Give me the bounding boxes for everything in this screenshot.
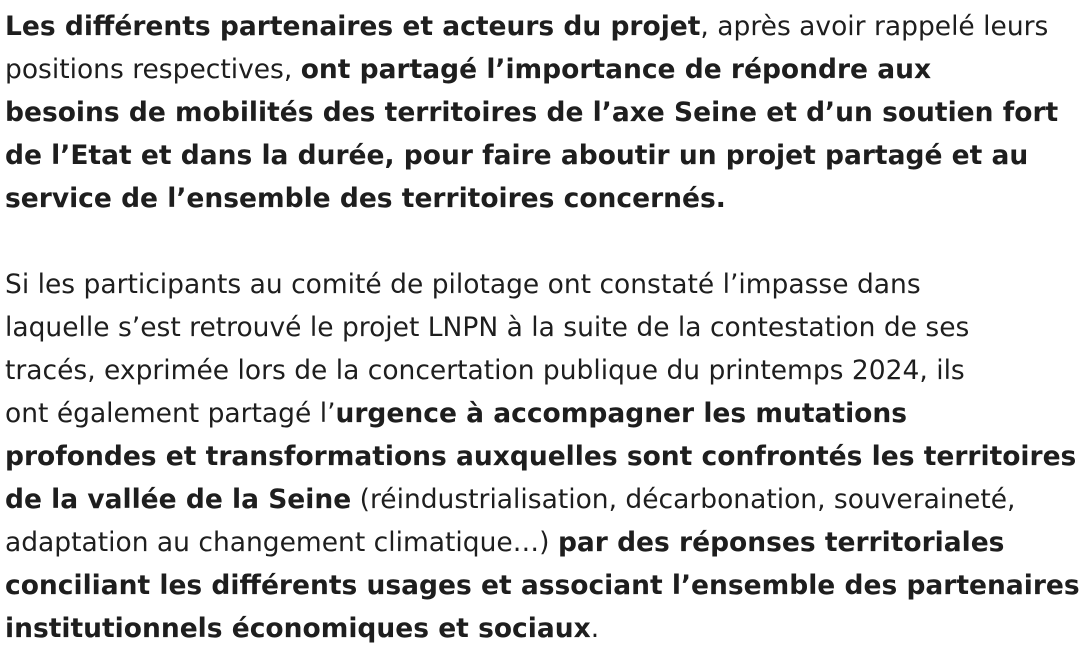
bold-run: institutionnels économiques et sociaux [5,613,591,644]
text-run: (réindustrialisation, décarbonation, souveraineté, [351,484,1016,515]
text-line [5,134,1029,177]
bold-run: profondes et transformations auxquelles sont confrontés les territoires [5,441,1077,472]
text-line [5,478,1025,521]
text-run: adaptation au changement climatique…) [5,527,558,558]
bold-run: service de l’ensemble des territoires concernés. [5,183,726,214]
text-line [5,392,1025,435]
bold-run: par des réponses territoriales [557,527,1005,558]
document-body [5,0,1080,650]
text-run: , après avoir rappelé leurs [700,11,1049,42]
bold-run: urgence à accompagner les mutations [335,398,908,429]
bold-run: ont partagé l’importance de répondre aux [300,54,932,85]
text-line [5,48,1025,91]
text-line [5,521,1025,564]
text-run: laquelle s’est retrouvé le projet LNPN à la suite de la contestation de ses [5,312,970,343]
text-line [5,91,1059,134]
bold-run: conciliant les différents usages et associant l’ensemble des partenaires [5,570,1080,601]
text-line [5,435,1077,478]
bold-run: Les différents partenaires et acteurs du projet [5,11,701,42]
text-line [5,5,1049,48]
text-run: . [590,613,600,644]
text-line [5,607,1025,650]
text-run: ont également partagé l’ [5,398,336,429]
text-run: positions respectives, [5,54,301,85]
bold-run: de la vallée de la Seine [5,484,352,515]
text-run: Si les participants au comité de pilotage ont constaté l’impasse dans [5,269,921,300]
bold-run: de l’Etat et dans la durée, pour faire aboutir un projet partagé et au [5,140,1029,171]
paragraph-partners [5,0,1059,220]
paragraph-steering-committee [5,263,1080,650]
bold-run: besoins de mobilités des territoires de l’axe Seine et d’un soutien fort [5,97,1059,128]
text-line [5,177,1025,220]
text-line [5,263,1025,306]
text-line [5,349,1025,392]
text-line [5,564,1080,607]
text-run: tracés, exprimée lors de la concertation publique du printemps 2024, ils [5,355,965,386]
text-line [5,306,1025,349]
